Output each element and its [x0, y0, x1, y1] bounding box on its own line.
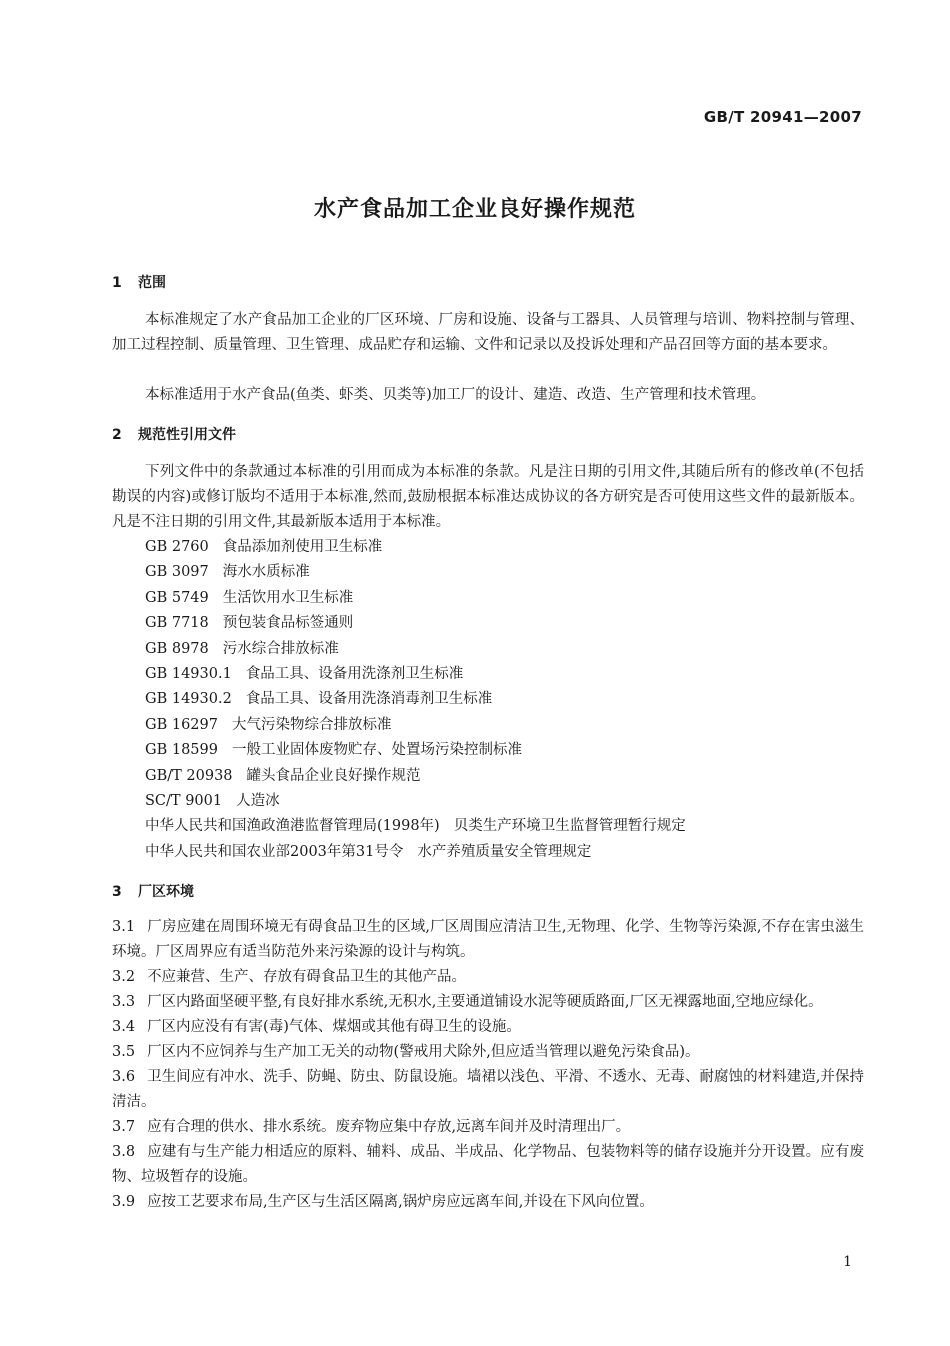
reference-item [145, 687, 686, 712]
reference-code: GB 2760 [145, 539, 209, 555]
reference-item [145, 789, 686, 814]
reference-title: 生活饮用水卫生标准 [222, 589, 354, 606]
reference-code: GB 14930.2 [145, 691, 232, 708]
reference-code: GB 7718 [145, 615, 209, 632]
clause-text: 应建有与生产能力相适应的原料、辅料、成品、半成品、化学物品、包装物料等的储存设施并分开设置。应有废物、垃圾暂存的设施。 [112, 1144, 864, 1185]
section-number: 3 [112, 884, 122, 900]
clause-number: 3.4 [112, 1019, 136, 1035]
clause-number: 3.6 [112, 1069, 136, 1085]
clause-text: 厂区内不应饲养与生产加工无关的动物(警戒用犬除外,但应适当管理以避免污染食品)。 [147, 1044, 700, 1060]
reference-item [145, 586, 686, 611]
clause-item [112, 915, 864, 965]
reference-code: GB 3097 [145, 564, 209, 581]
reference-item [145, 637, 686, 662]
reference-code: GB 18599 [145, 742, 218, 759]
reference-title: 水产养殖质量安全管理规定 [417, 843, 592, 860]
reference-title: 海水水质标准 [222, 564, 310, 581]
reference-title: 一般工业固体废物贮存、处置场污染控制标准 [231, 742, 522, 759]
clause-text: 应按工艺要求布局,生产区与生活区隔离,锅炉房应远离车间,并设在下风向位置。 [147, 1194, 654, 1210]
section-2-heading [112, 424, 236, 444]
page-number: 1 [843, 1254, 852, 1270]
clause-text: 不应兼营、生产、存放有碍食品卫生的其他产品。 [147, 969, 467, 985]
reference-item [145, 764, 686, 789]
section-number: 1 [112, 275, 122, 291]
clause-text: 应有合理的供水、排水系统。废弃物应集中存放,远离车间并及时清理出厂。 [147, 1119, 631, 1135]
clause-item [112, 1190, 864, 1215]
clause-item [112, 1015, 864, 1040]
reference-item [145, 662, 686, 687]
clause-number: 3.5 [112, 1044, 136, 1060]
clause-text: 厂区内应没有有害(毒)气体、煤烟或其他有碍卫生的设施。 [147, 1019, 521, 1035]
reference-title: 食品添加剂使用卫生标准 [222, 539, 383, 555]
reference-code: GB 14930.1 [145, 665, 232, 682]
reference-title: 罐头食品企业良好操作规范 [246, 767, 421, 784]
clause-text: 厂房应建在周围环境无有碍食品卫生的区域,厂区周围应清洁卫生,无物理、化学、生物等污染源,不存在害虫滋生环境。厂区周界应有适当防范外来污染源的设计与构筑。 [112, 919, 864, 960]
clause-text: 卫生间应有冲水、洗手、防蝇、防虫、防鼠设施。墙裙以浅色、平滑、不透水、无毒、耐腐蚀的材料建造,并保持清洁。 [112, 1069, 864, 1110]
reference-code: 中华人民共和国农业部2003年第31号令 [145, 843, 404, 860]
reference-code: 中华人民共和国渔政渔港监督管理局(1998年) [145, 818, 440, 835]
reference-title: 人造冰 [236, 792, 280, 809]
clause-item [112, 990, 864, 1015]
section-1-heading [112, 272, 166, 292]
reference-title: 预包装食品标签通则 [222, 615, 354, 632]
reference-item [145, 535, 686, 560]
scope-paragraph-1: 本标准规定了水产食品加工企业的厂区环境、厂房和设施、设备与工器具、人员管理与培训、物料控制与管理、加工过程控制、质量管理、卫生管理、成品贮存和运输、文件和记录以及投诉处理和产品召回等方面的基本要求。 [112, 312, 864, 353]
section-3-heading [112, 881, 194, 901]
reference-code: GB 16297 [145, 716, 218, 733]
reference-list [145, 535, 686, 865]
reference-title: 大气污染物综合排放标准 [231, 716, 392, 733]
standard-code: GB/T 20941—2007 [703, 108, 862, 126]
clause-item [112, 1115, 864, 1140]
reference-item [145, 738, 686, 763]
clause-number: 3.8 [112, 1144, 136, 1160]
reference-code: GB 5749 [145, 589, 209, 606]
clause-text: 厂区内路面坚硬平整,有良好排水系统,无积水,主要通道铺设水泥等硬质路面,厂区无裸露地面,空地应绿化。 [147, 994, 823, 1010]
reference-title: 贝类生产环境卫生监督管理暂行规定 [453, 818, 686, 835]
reference-item [145, 713, 686, 738]
reference-code: GB 8978 [145, 640, 209, 657]
normative-references-intro: 下列文件中的条款通过本标准的引用而成为本标准的条款。凡是注日期的引用文件,其随后所有的修改单(不包括勘误的内容)或修订版均不适用于本标准,然而,鼓励根据本标准达成协议的各方研究是否可使用这些文件的最新版本。凡是不注日期的引用文件,其最新版本适用于本标准。 [112, 464, 864, 530]
reference-title: 污水综合排放标准 [222, 640, 339, 657]
clause-number: 3.3 [112, 994, 136, 1010]
scope-paragraph-2: 本标准适用于水产食品(鱼类、虾类、贝类等)加工厂的设计、建造、改造、生产管理和技术管理。 [145, 387, 766, 403]
clause-number: 3.9 [112, 1194, 136, 1210]
clause-number: 3.2 [112, 969, 136, 985]
clause-item [112, 965, 864, 990]
reference-item [145, 814, 686, 839]
clause-item [112, 1140, 864, 1190]
reference-title: 食品工具、设备用洗涤剂卫生标准 [245, 665, 464, 682]
clause-number: 3.7 [112, 1119, 136, 1135]
clause-list [112, 915, 864, 1215]
reference-item [145, 560, 686, 585]
reference-item [145, 840, 686, 865]
clause-number: 3.1 [112, 919, 136, 935]
section-title: 规范性引用文件 [138, 427, 236, 443]
reference-title: 食品工具、设备用洗涤消毒剂卫生标准 [245, 691, 493, 708]
reference-item [145, 611, 686, 636]
document-title: 水产食品加工企业良好操作规范 [313, 197, 636, 222]
reference-code: GB/T 20938 [145, 767, 233, 784]
section-title: 范围 [138, 275, 166, 291]
reference-code: SC/T 9001 [145, 792, 223, 809]
clause-item [112, 1040, 864, 1065]
section-number: 2 [112, 427, 122, 443]
clause-item [112, 1065, 864, 1115]
section-title: 厂区环境 [138, 884, 194, 900]
